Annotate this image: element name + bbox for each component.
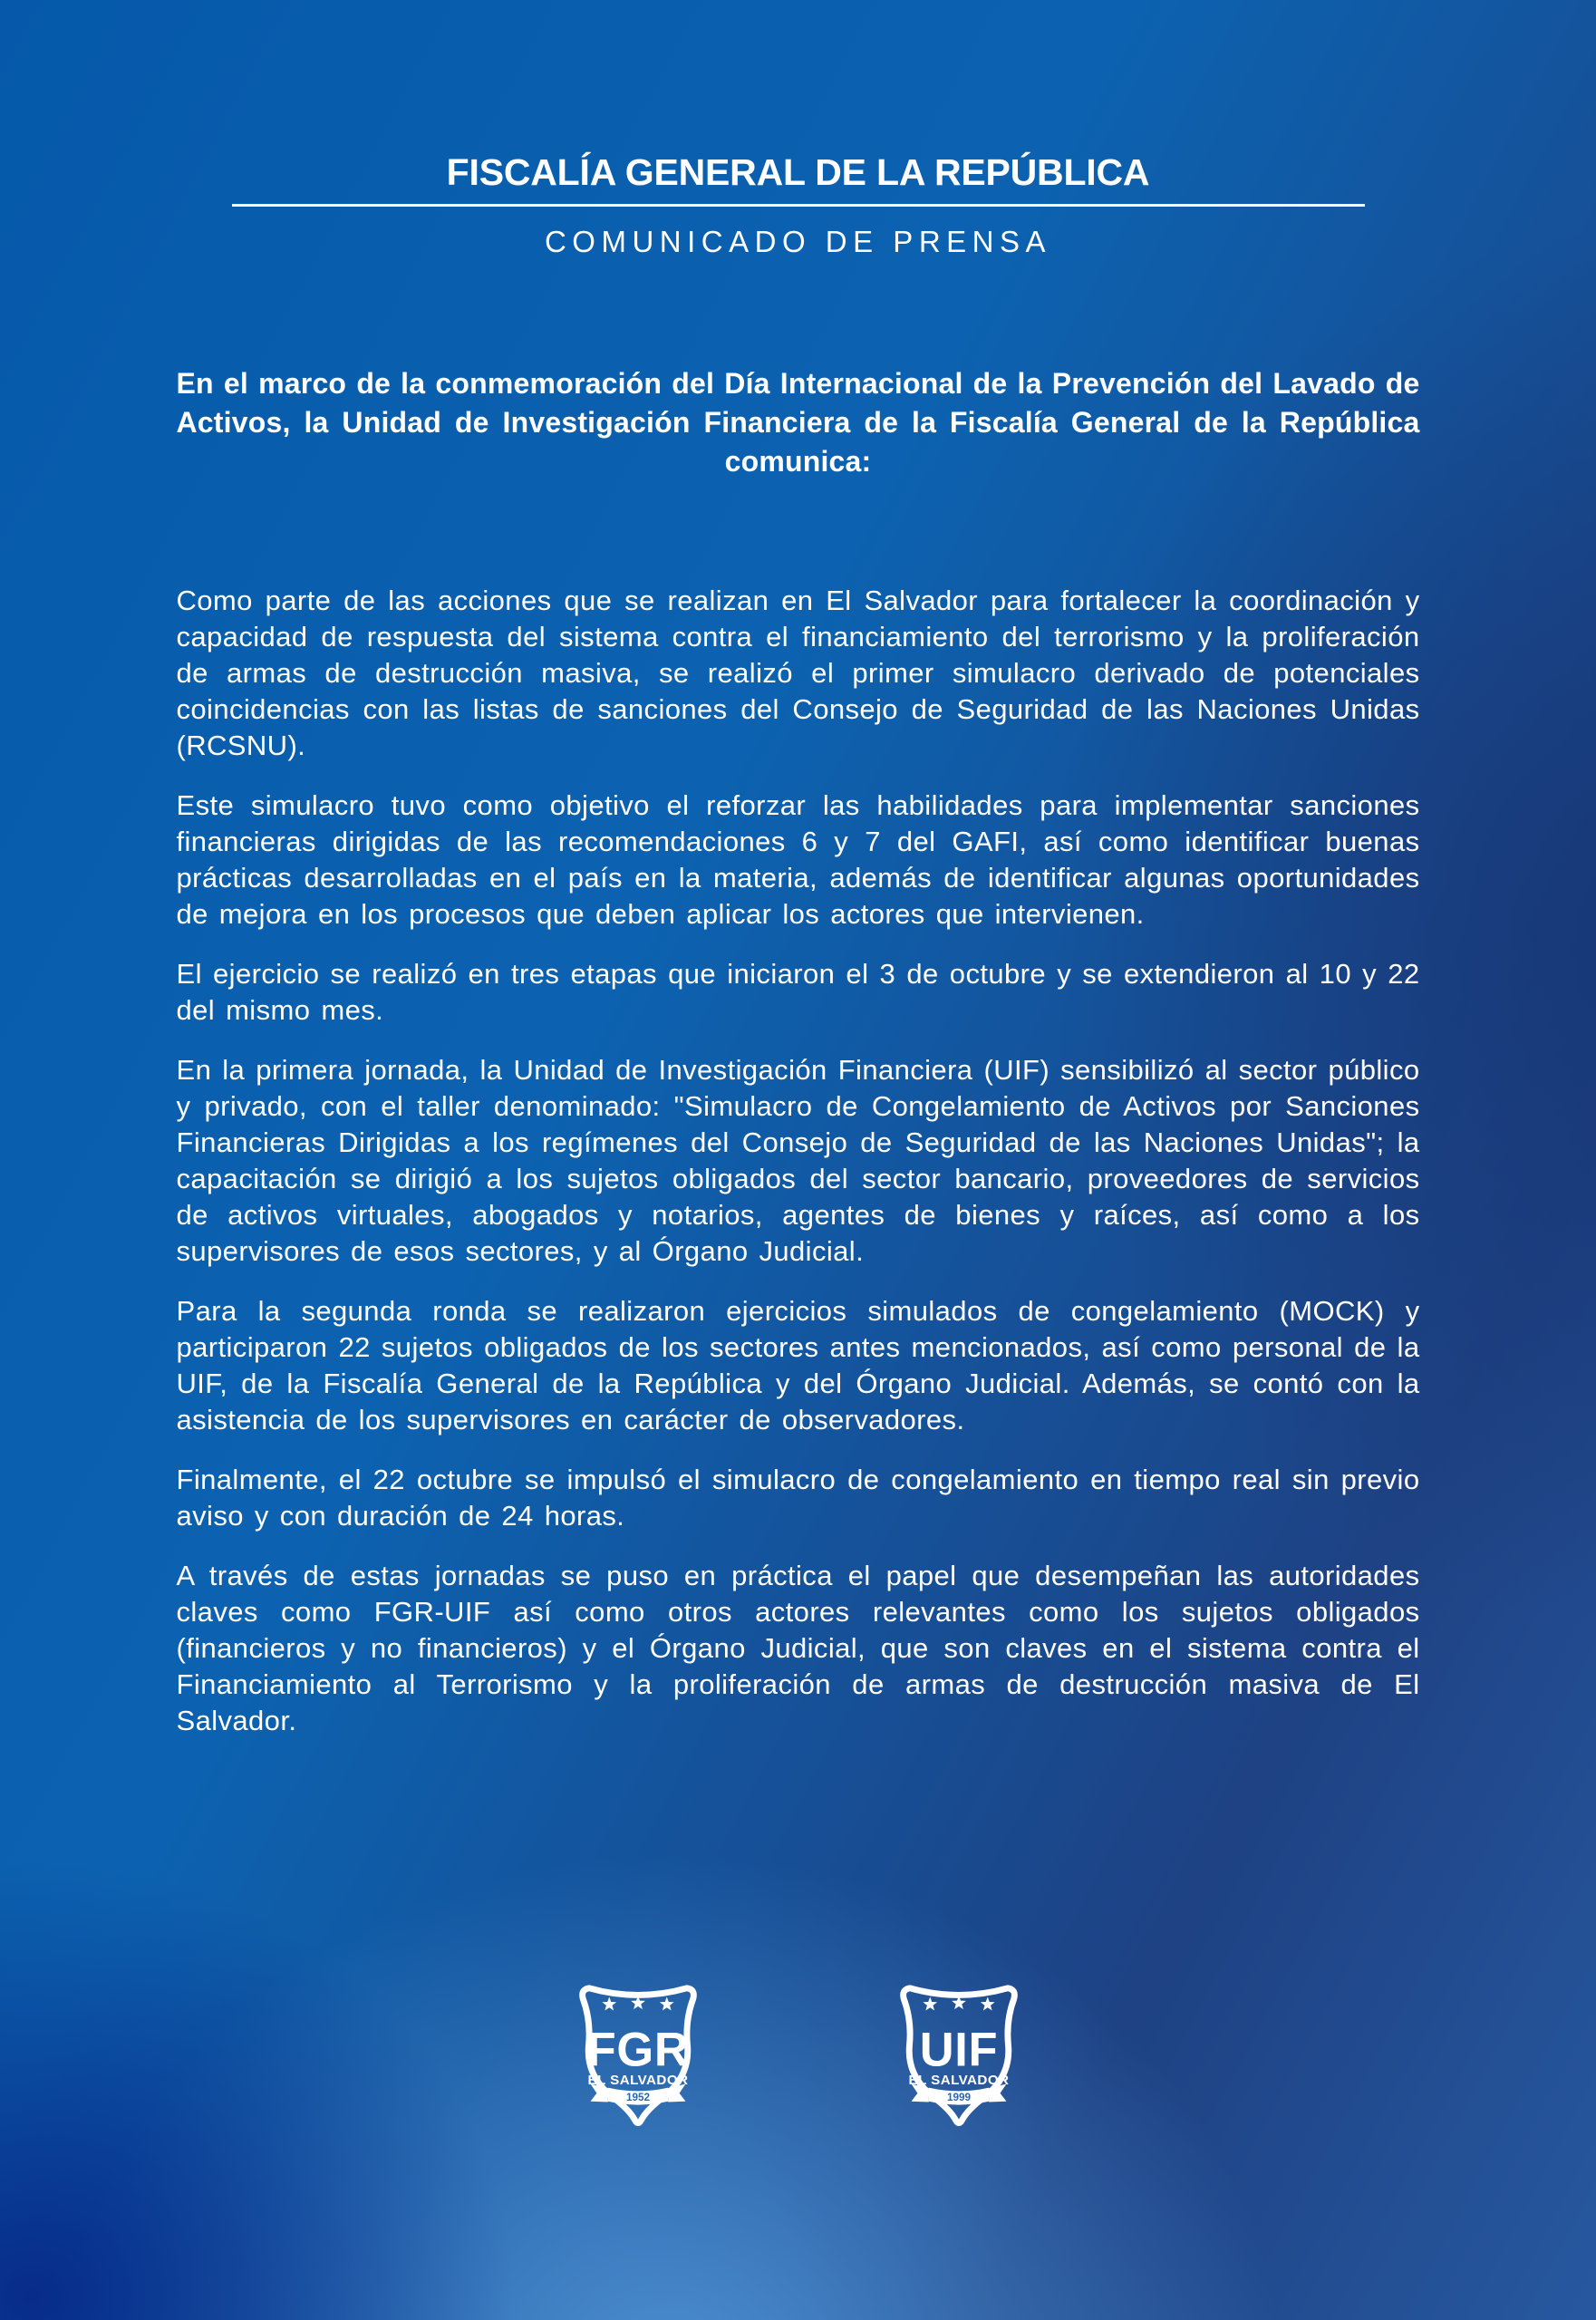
fgr-shield-icon [563, 1976, 713, 2133]
logo-year: 1999 [946, 2092, 971, 2104]
logo-acronym: FGR [586, 2024, 689, 2077]
footer-logos [0, 1976, 1596, 2133]
logo-country: EL SALVADOR [587, 2073, 688, 2089]
header-divider [232, 204, 1365, 207]
logo-year: 1952 [625, 2092, 650, 2104]
logo-acronym: UIF [919, 2024, 998, 2077]
uif-shield-icon [884, 1976, 1034, 2133]
paragraph-2: Este simulacro tuvo como objetivo el reforzar las habilidades para implementar sanciones financieras dirigidas de las recomendaciones 6 y 7 del GAFI, así como identificar buenas prácticas desarrolladas en el país en la materia, además de identificar algunas oportunidades de mejora en los procesos que deben aplicar los actores que intervienen. [176, 789, 1420, 930]
header [0, 0, 1596, 259]
fgr-logo [563, 1976, 713, 2133]
stars-icon [602, 1996, 673, 2010]
paragraph-1: Como parte de las acciones que se realizan en El Salvador para fortalecer la coordinación y capacidad de respuesta del sistema contra el financiamiento del terrorismo y la proliferación de armas de destrucción masiva, se realizó el primer simulacro derivado de potenciales coincidencias con las listas de sanciones del Consejo de Seguridad de las Naciones Unidas (RCSNU). [176, 585, 1420, 761]
paragraph-5: Para la segunda ronda se realizaron ejercicios simulados de congelamiento (MOCK) y participaron 22 sujetos obligados de los sectores antes mencionados, así como personal de la UIF, de la Fiscalía General de la República y del Órgano Judicial. Además, se contó con la asistencia de los supervisores en carácter de observadores. [176, 1295, 1420, 1436]
paragraph-6: Finalmente, el 22 octubre se impulsó el simulacro de congelamiento en tiempo real sin previo aviso y con duración de 24 horas. [176, 1464, 1420, 1532]
logo-country: EL SALVADOR [908, 2073, 1009, 2089]
paragraph-3: El ejercicio se realizó en tres etapas que iniciaron el 3 de octubre y se extendieron al 10 y 22 del mismo mes. [176, 958, 1420, 1026]
paragraph-4: En la primera jornada, la Unidad de Investigación Financiera (UIF) sensibilizó al sector público y privado, con el taller denominado: "Simulacro de Congelamiento de Activos por Sanciones Financieras Dirigidas a los regímenes del Consejo de Seguridad de las Naciones Unidas"; la capacitación se dirigió a los sujetos obligados del sector bancario, proveedores de servicios de activos virtuales, abogados y notarios, agentes de bienes y raíces, así como a los supervisores de esos sectores, y al Órgano Judicial. [176, 1054, 1420, 1267]
page-subtitle: COMUNICADO DE PRENSA [544, 225, 1052, 258]
uif-logo [884, 1976, 1034, 2133]
intro-statement: En el marco de la conmemoración del Día Internacional de la Prevención del Lavado de Activos, la Unidad de Investigación Financiera de la Fiscalía General de la República comunica: [176, 367, 1420, 478]
page-title: FISCALÍA GENERAL DE LA REPÚBLICA [446, 151, 1150, 193]
stars-icon [923, 1996, 994, 2010]
paragraph-7: A través de estas jornadas se puso en práctica el papel que desempeñan las autoridades claves como FGR-UIF así como otros actores relevantes como los sujetos obligados (financieros y no financieros) y el Órgano Judicial, que son claves en el sistema contra el Financiamiento al Terrorismo y la proliferación de armas de destrucción masiva de El Salvador. [176, 1560, 1420, 1736]
body-text [177, 583, 1420, 1739]
